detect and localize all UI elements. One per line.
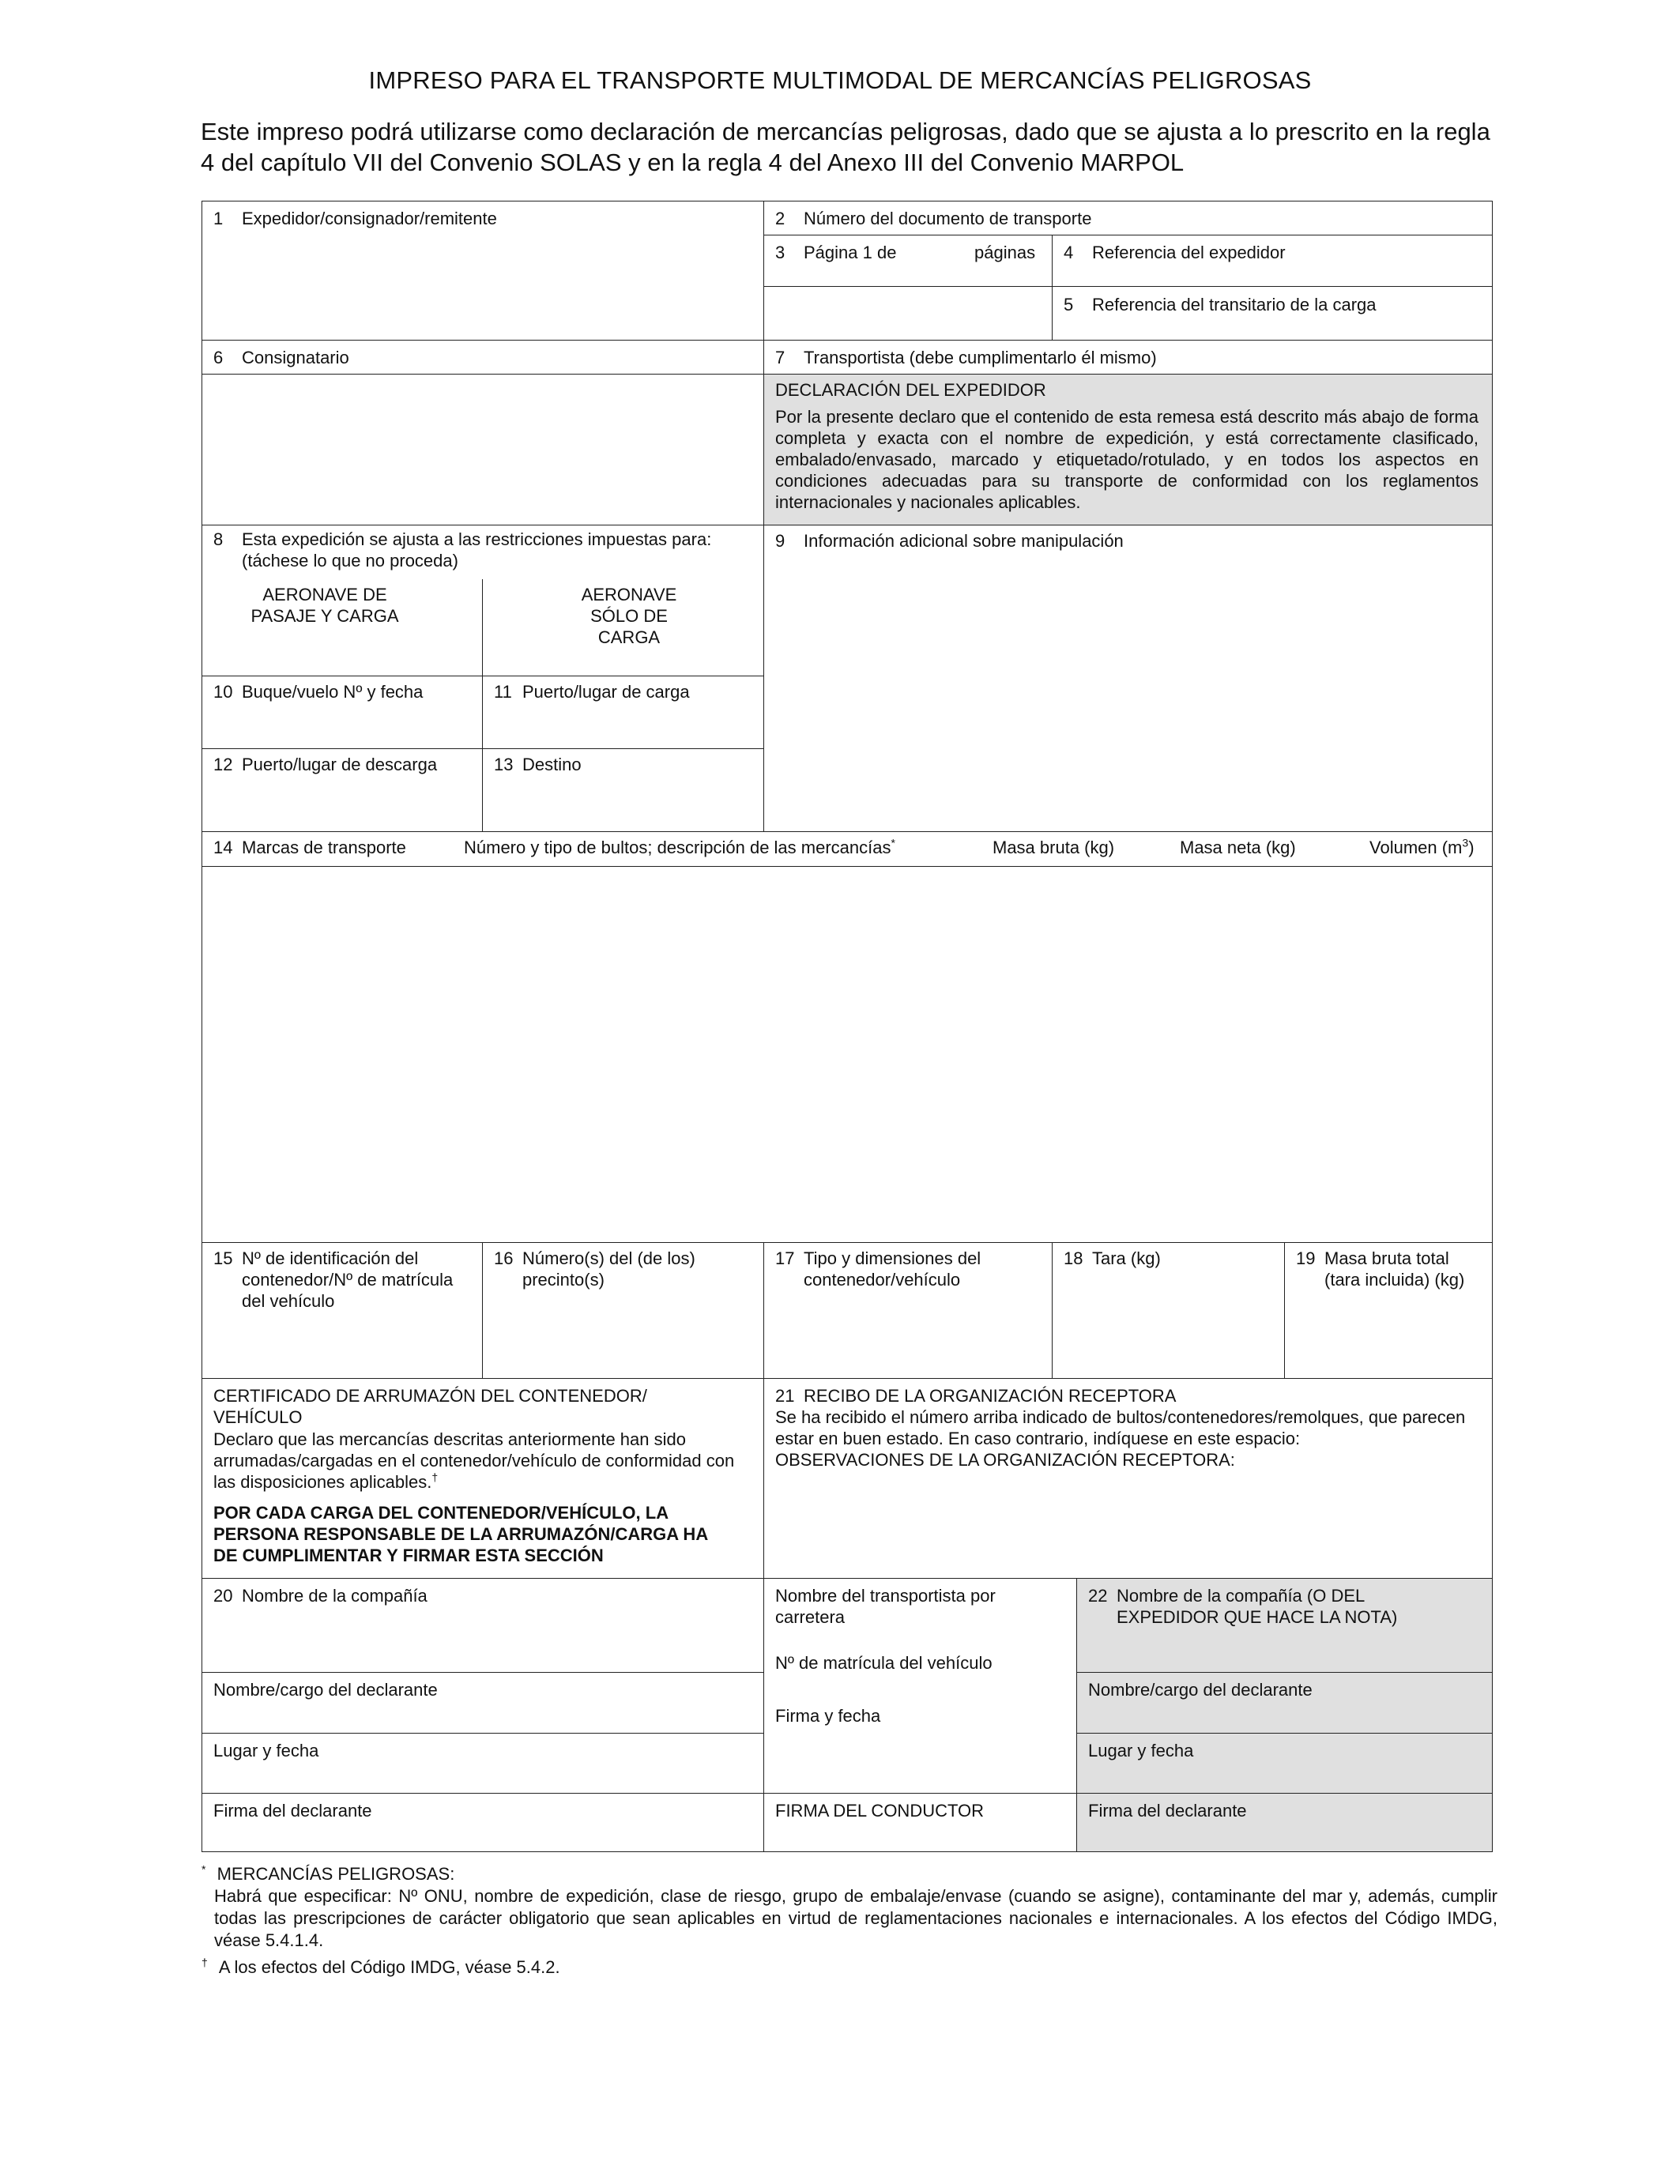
field-6-label: 6 Consignatario [213,348,349,367]
right-place-date-box[interactable] [1076,1733,1493,1794]
packing-certificate-note: POR CADA CARGA DEL CONTENEDOR/VEHÍCULO, LA PERSONA RESPONSABLE DE LA ARRUMAZÓN/CARGA HA DE CUMPLIMENTAR Y FIRMAR ESTA SECCIÓN [213,1503,708,1565]
footnote-imdg [202,1956,1497,1979]
field-5-label: 5 Referencia del transitario de la carga [1064,295,1377,314]
shipper-declaration-box [763,374,1493,525]
volume-header: Volumen $(m^3)$ [1369,836,1475,857]
field-4-box[interactable] [1052,235,1493,287]
field-17-box[interactable] [763,1242,1053,1379]
field-3-label: 3 Página 1 de páginas [775,243,1036,262]
field-15-label: 15 Nº de identificación del contenedor/Nº de matrícula del vehículo [213,1248,454,1311]
field-22-box[interactable] [1076,1578,1493,1673]
field-22-label: 22 Nombre de la compañía (O DEL EXPEDIDOR QUE HACE LA NOTA) [1088,1586,1398,1627]
field-14-label: 14 Marcas de transporte [213,838,406,857]
field-18-label: 18 Tara (kg) [1064,1248,1161,1268]
driver-signature-box[interactable] [763,1793,1077,1852]
footnote-star-mark: * [202,1862,206,1876]
aircraft-cargo-option[interactable] [482,579,764,676]
field-1-label: 1 Expedidor/consignador/remitente [213,209,497,228]
field-10-label: 10 Buque/vuelo Nº y fecha [213,682,424,702]
field-9-box[interactable] [763,525,1493,832]
footnote-star-text: Habrá que especificar: Nº ONU, nombre de expedición, clase de riesgo, grupo de embalaje/envase (cuando se asigne), contaminante del mar y, además, cumplir todas las prescripciones de carácter obligatorio que sean aplicables en virtud de reglamentaciones nacionales e internacionales. A los efectos del Código IMDG, véase 5.4.1.4. [214,1886,1497,1950]
receipt-observations: OBSERVACIONES DE LA ORGANIZACIÓN RECEPTORA: [775,1450,1235,1470]
field-20-box[interactable] [202,1578,764,1673]
field-16-box[interactable] [482,1242,764,1379]
field-5-box[interactable] [1052,286,1493,341]
right-signature-label: Firma del declarante [1088,1801,1247,1821]
packing-certificate-box [202,1378,764,1579]
right-declarant-name-box[interactable] [1076,1672,1493,1734]
right-signature-box[interactable] [1076,1793,1493,1852]
gross-mass-header: Masa bruta (kg) [993,838,1115,857]
field-12-box[interactable] [202,748,483,832]
form-intro: Este impreso podrá utilizarse como declaración de mercancías peligrosas, dado que se ajusta a lo prescrito en la regla 4 del capítulo VII del Convenio SOLAS y en la regla 4 del Anexo III del Convenio MARPOL [201,118,1490,176]
haulier-name-label: Nombre del transportista por carretera [775,1586,996,1627]
footnote-star-heading: MERCANCÍAS PELIGROSAS: [217,1864,455,1884]
left-signature-label: Firma del declarante [213,1801,372,1821]
footnote-dagger-text: A los efectos del Código IMDG, véase 5.4.2. [218,1957,560,1977]
vehicle-registration-label: Nº de matrícula del vehículo [775,1653,993,1673]
field-3-blank[interactable] [763,286,1053,341]
left-place-date-label: Lugar y fecha [213,1741,319,1760]
haulier-box[interactable] [763,1578,1077,1794]
field-12-label: 12 Puerto/lugar de descarga [213,755,438,774]
field-8-label: 8 Esta expedición se ajusta a las restricciones impuestas para: (táchese lo que no proceda) [213,529,712,570]
field-2-label: 2 Número del documento de transporte [775,209,1092,228]
field-15-box[interactable] [202,1242,483,1379]
field-14-header [202,831,1493,867]
field-6-label-box [202,340,764,375]
footnote-dagger-mark: † [202,1956,208,1969]
field-19-box[interactable] [1284,1242,1493,1379]
net-mass-header: Masa neta (kg) [1180,838,1296,857]
left-place-date-box[interactable] [202,1733,764,1794]
field-11-label: 11 Puerto/lugar de carga [494,682,690,702]
aircraft-passenger-label: AERONAVE DE PASAJE Y CARGA [250,585,399,626]
form-title: IMPRESO PARA EL TRANSPORTE MULTIMODAL DE MERCANCÍAS PELIGROSAS [368,66,1312,94]
field-21-box[interactable] [763,1378,1493,1579]
aircraft-cargo-label: AERONAVE SÓLO DE CARGA [581,585,677,647]
field-18-box[interactable] [1052,1242,1285,1379]
aircraft-passenger-option[interactable] [202,579,483,676]
driver-signature-label: FIRMA DEL CONDUCTOR [775,1801,985,1821]
sign-date-label: Firma y fecha [775,1706,881,1726]
right-place-date-label: Lugar y fecha [1088,1741,1194,1760]
field-9-label: 9 Información adicional sobre manipulación [775,531,1124,551]
field-17-label: 17 Tipo y dimensiones del contenedor/vehículo [775,1248,981,1290]
field-13-box[interactable] [482,748,764,832]
field-7-label: 7 Transportista (debe cumplimentarlo él mismo) [775,348,1157,367]
field-21-label: 21 RECIBO DE LA ORGANIZACIÓN RECEPTORA [775,1386,1177,1406]
left-signature-box[interactable] [202,1793,764,1852]
field-16-label: 16 Número(s) del (de los) precinto(s) [494,1248,695,1290]
field-1-box[interactable] [202,201,764,341]
field-10-box[interactable] [202,676,483,749]
left-declarant-name-label: Nombre/cargo del declarante [213,1680,438,1700]
field-13-label: 13 Destino [494,755,582,774]
right-declarant-name-label: Nombre/cargo del declarante [1088,1680,1313,1700]
shipper-declaration-text: Por la presente declaro que el contenido de esta remesa está descrito más abajo de forma completa y exacta con el nombre de expedición, y está correctamente clasificado, embalado/envasado, marcado y etiquetado/rotulado, y en todos los aspectos en condiciones adecuadas para su transporte de conformidad con los reglamentos internacionales y nacionales aplicables. [775,407,1478,512]
field-2-box[interactable] [763,201,1493,235]
field-19-label: 19 Masa bruta total (tara incluida) (kg) [1296,1248,1465,1290]
field-7-box[interactable] [763,340,1493,375]
field-4-label: 4 Referencia del expedidor [1064,243,1286,262]
packages-description-header: Número y tipo de bultos; descripción de las mercancías* [464,836,895,857]
goods-description-area[interactable] [202,866,1493,1243]
field-11-box[interactable] [482,676,764,749]
field-6-box[interactable] [202,374,764,525]
field-3-box[interactable] [763,235,1053,287]
shipper-declaration-heading: DECLARACIÓN DEL EXPEDIDOR [775,380,1046,400]
left-declarant-name-box[interactable] [202,1672,764,1734]
packing-certificate-text: Declaro que las mercancías descritas anteriormente han sido arrumadas/cargadas en el contenedor/vehículo de conformidad con las disposiciones aplicables.† [213,1429,735,1492]
footnote-dangerous-goods [202,1863,1497,1952]
receipt-text: Se ha recibido el número arriba indicado de bultos/contenedores/remolques, que parecen estar en buen estado. En caso contrario, indíquese en este espacio: [775,1407,1466,1448]
field-20-label: 20 Nombre de la compañía [213,1586,428,1606]
packing-certificate-heading: CERTIFICADO DE ARRUMAZÓN DEL CONTENEDOR/ VEHÍCULO [213,1386,647,1427]
